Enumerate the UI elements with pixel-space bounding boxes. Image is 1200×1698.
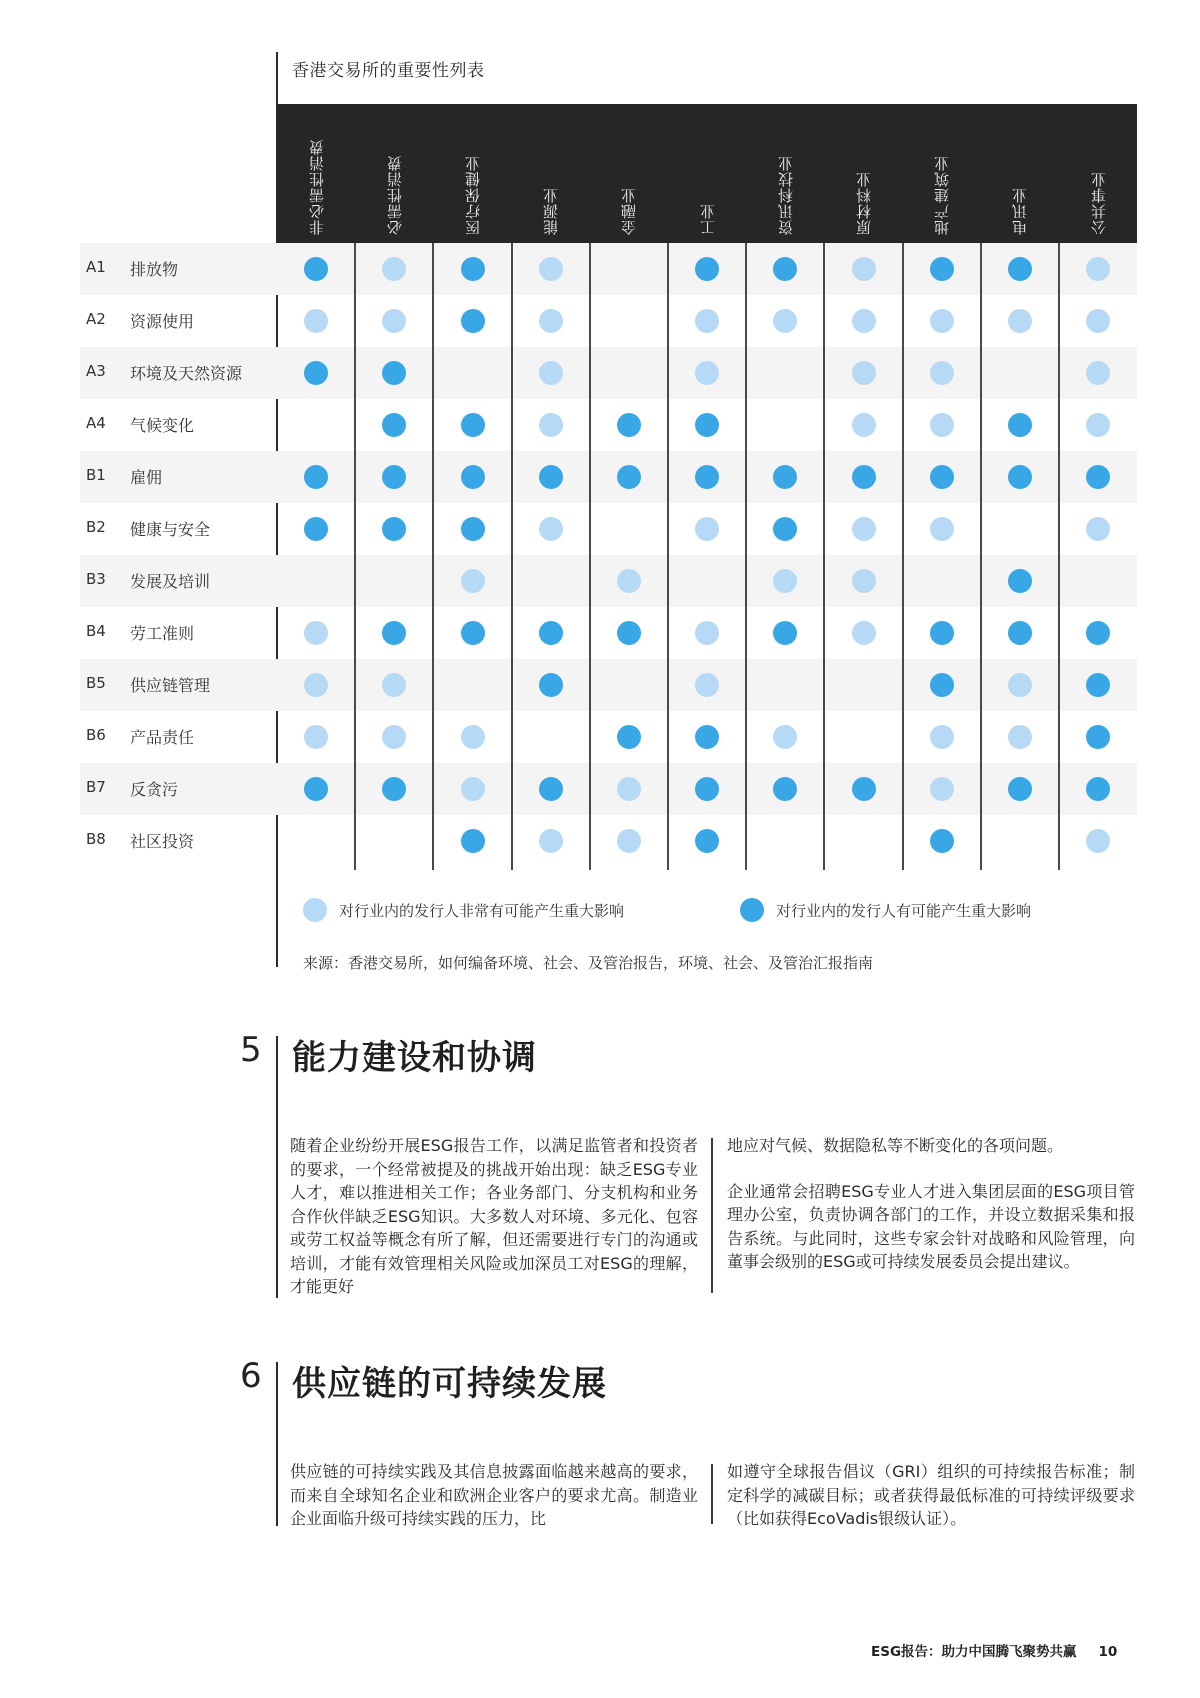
very-likely-dot-icon: [1086, 829, 1110, 853]
likely-dot-icon: [617, 413, 641, 437]
very-likely-dot-icon: [695, 621, 719, 645]
column-header-label: 资讯科技业: [776, 155, 795, 235]
very-likely-dot-icon: [617, 569, 641, 593]
table-row: [80, 607, 1137, 659]
likely-dot-icon: [930, 465, 954, 489]
section-5-right-column: [727, 1134, 1135, 1296]
likely-dot-icon: [1086, 465, 1110, 489]
row-code: B3: [86, 570, 106, 588]
row-label: 发展及培训: [130, 572, 211, 591]
row-code: B8: [86, 830, 106, 848]
column-divider: [711, 1138, 713, 1293]
row-code: B4: [86, 622, 106, 640]
likely-dot-icon: [304, 777, 328, 801]
likely-dot-icon: [930, 621, 954, 645]
very-likely-dot-icon: [304, 725, 328, 749]
paragraph: 企业通常会招聘ESG专业人才进入集团层面的ESG项目管理办公室，负责协调各部门的工作，并设立数据采集和报告系统。与此同时，这些专家会针对战略和风险管理，向董事会级别的ESG或可持续发展委员会提出建议。: [727, 1181, 1135, 1271]
very-likely-dot-icon: [1008, 725, 1032, 749]
row-label: 雇佣: [130, 468, 163, 487]
very-likely-dot-icon: [852, 621, 876, 645]
likely-dot-icon: [461, 413, 485, 437]
very-likely-dot-icon: [852, 361, 876, 385]
likely-dot-icon: [461, 829, 485, 853]
column-header-label: 工业: [698, 203, 717, 235]
very-likely-dot-icon: [461, 725, 485, 749]
very-likely-dot-icon: [852, 413, 876, 437]
very-likely-dot-icon: [539, 257, 563, 281]
page-footer: [871, 1640, 1117, 1660]
row-label: 社区投资: [130, 832, 195, 851]
column-header-label: 电讯业: [1011, 187, 1030, 235]
column-header: [746, 104, 824, 243]
column-header-label: 能源业: [542, 187, 561, 235]
legend-very-likely-label: 对行业内的发行人非常有可能产生重大影响: [339, 901, 625, 920]
likely-dot-icon: [852, 465, 876, 489]
likely-dot-icon: [1008, 465, 1032, 489]
row-code: B2: [86, 518, 106, 536]
row-label: 劳工准则: [130, 624, 195, 643]
section-6-right-column: [727, 1460, 1135, 1553]
section-number: 5: [240, 1030, 262, 1070]
table-source: 来源：香港交易所，如何编备环境、社会、及管治报告，环境、社会、及管治汇报指南: [303, 954, 874, 972]
likely-dot-icon: [695, 777, 719, 801]
likely-dot-icon: [461, 621, 485, 645]
paragraph: 供应链的可持续实践及其信息披露面临越来越高的要求，而来自全球知名企业和欧洲企业客户的要求尤高。制造业企业面临升级可持续实践的压力，比: [290, 1462, 698, 1528]
very-likely-dot-icon: [930, 725, 954, 749]
likely-dot-icon: [1086, 621, 1110, 645]
row-label: 环境及天然资源: [130, 364, 243, 383]
column-divider: [1058, 243, 1060, 870]
very-likely-dot-icon: [1008, 309, 1032, 333]
very-likely-dot-icon: [304, 309, 328, 333]
table-row: [80, 763, 1137, 815]
column-header: [903, 104, 981, 243]
column-header: [277, 104, 355, 243]
column-header-label: 原材料业: [854, 171, 873, 235]
column-header: [355, 104, 433, 243]
column-header: [590, 104, 668, 243]
likely-dot-icon: [695, 465, 719, 489]
section-number: 6: [240, 1356, 262, 1396]
section-rule: [276, 1036, 278, 1298]
table-title: 香港交易所的重要性列表: [292, 61, 485, 81]
paragraph: 地应对气候、数据隐私等不断变化的各项问题。: [727, 1136, 1064, 1155]
column-header: [512, 104, 590, 243]
likely-dot-icon: [539, 673, 563, 697]
column-header: [824, 104, 902, 243]
very-likely-dot-icon: [930, 361, 954, 385]
very-likely-dot-icon: [539, 309, 563, 333]
likely-dot-icon: [461, 465, 485, 489]
very-likely-dot-icon: [1086, 257, 1110, 281]
likely-dot-icon: [304, 257, 328, 281]
likely-dot-icon: [1086, 777, 1110, 801]
likely-dot-icon: [740, 898, 764, 922]
row-label: 排放物: [130, 260, 179, 279]
section-title: 供应链的可持续发展: [292, 1364, 607, 1404]
column-header: [981, 104, 1059, 243]
column-header-label: 地产建筑业: [933, 155, 952, 235]
table-row: [80, 243, 1137, 295]
likely-dot-icon: [695, 257, 719, 281]
very-likely-dot-icon: [303, 898, 327, 922]
very-likely-dot-icon: [617, 777, 641, 801]
column-header: [668, 104, 746, 243]
very-likely-dot-icon: [617, 829, 641, 853]
row-code: A4: [86, 414, 106, 432]
likely-dot-icon: [695, 413, 719, 437]
row-code: B6: [86, 726, 106, 744]
likely-dot-icon: [539, 777, 563, 801]
column-header: [1059, 104, 1137, 243]
very-likely-dot-icon: [539, 361, 563, 385]
likely-dot-icon: [695, 725, 719, 749]
likely-dot-icon: [695, 829, 719, 853]
section-5-left-column: [290, 1134, 698, 1321]
column-divider: [745, 243, 747, 870]
row-label: 资源使用: [130, 312, 195, 331]
column-header-label: 必需性消费: [385, 155, 404, 235]
very-likely-dot-icon: [695, 361, 719, 385]
very-likely-dot-icon: [852, 569, 876, 593]
row-label: 健康与安全: [130, 520, 211, 539]
column-header-label: 公共事业: [1089, 171, 1108, 235]
likely-dot-icon: [930, 257, 954, 281]
likely-dot-icon: [461, 517, 485, 541]
column-header: [433, 104, 511, 243]
column-divider: [711, 1464, 713, 1524]
very-likely-dot-icon: [539, 829, 563, 853]
table-row: [80, 399, 1137, 451]
column-divider: [511, 243, 513, 870]
table-row: [80, 711, 1137, 763]
very-likely-dot-icon: [304, 621, 328, 645]
column-header-label: 非必需性消费: [307, 139, 326, 235]
row-code: B1: [86, 466, 106, 484]
likely-dot-icon: [539, 465, 563, 489]
footer-title: ESG报告：助力中国腾飞聚势共赢: [871, 1644, 1077, 1660]
very-likely-dot-icon: [852, 257, 876, 281]
column-divider: [432, 243, 434, 870]
section-title: 能力建设和协调: [292, 1038, 537, 1078]
very-likely-dot-icon: [695, 673, 719, 697]
likely-dot-icon: [852, 777, 876, 801]
table-row: [80, 555, 1137, 607]
very-likely-dot-icon: [930, 309, 954, 333]
very-likely-dot-icon: [1086, 361, 1110, 385]
row-label: 反贪污: [130, 780, 179, 799]
likely-dot-icon: [304, 361, 328, 385]
very-likely-dot-icon: [695, 309, 719, 333]
likely-dot-icon: [617, 725, 641, 749]
likely-dot-icon: [1008, 413, 1032, 437]
column-divider: [980, 243, 982, 870]
very-likely-dot-icon: [304, 673, 328, 697]
row-code: A2: [86, 310, 106, 328]
paragraph: 随着企业纷纷开展ESG报告工作，以满足监管者和投资者的要求，一个经常被提及的挑战开始出现：缺乏ESG专业人才，难以推进相关工作；各业务部门、分支机构和业务合作伙伴缺乏ESG知识。大多数人对环境、多元化、包容或劳工权益等概念有所了解，但还需要进行专门的沟通或培训，才能有效管理相关风险或加深员工对ESG的理解，才能更好: [290, 1136, 698, 1296]
likely-dot-icon: [461, 257, 485, 281]
very-likely-dot-icon: [1008, 673, 1032, 697]
very-likely-dot-icon: [539, 413, 563, 437]
likely-dot-icon: [1008, 569, 1032, 593]
column-divider: [354, 243, 356, 870]
likely-dot-icon: [461, 309, 485, 333]
table-row: [80, 659, 1137, 711]
likely-dot-icon: [1086, 673, 1110, 697]
legend-likely: [740, 898, 1031, 922]
very-likely-dot-icon: [1086, 413, 1110, 437]
very-likely-dot-icon: [852, 309, 876, 333]
likely-dot-icon: [539, 621, 563, 645]
table-row: [80, 815, 1137, 867]
row-code: A1: [86, 258, 106, 276]
legend-likely-label: 对行业内的发行人有可能产生重大影响: [776, 901, 1032, 920]
column-header-label: 金融业: [620, 187, 639, 235]
table-row: [80, 295, 1137, 347]
column-divider: [589, 243, 591, 870]
very-likely-dot-icon: [930, 413, 954, 437]
very-likely-dot-icon: [695, 517, 719, 541]
likely-dot-icon: [930, 829, 954, 853]
row-label: 气候变化: [130, 416, 195, 435]
very-likely-dot-icon: [461, 569, 485, 593]
likely-dot-icon: [617, 621, 641, 645]
row-code: B7: [86, 778, 106, 796]
legend-very-likely: [303, 898, 624, 922]
row-code: A3: [86, 362, 106, 380]
very-likely-dot-icon: [1086, 309, 1110, 333]
very-likely-dot-icon: [539, 517, 563, 541]
very-likely-dot-icon: [930, 777, 954, 801]
likely-dot-icon: [304, 517, 328, 541]
column-divider: [823, 243, 825, 870]
likely-dot-icon: [930, 673, 954, 697]
very-likely-dot-icon: [930, 517, 954, 541]
section-rule: [276, 1362, 278, 1526]
likely-dot-icon: [304, 465, 328, 489]
column-divider: [667, 243, 669, 870]
very-likely-dot-icon: [461, 777, 485, 801]
very-likely-dot-icon: [852, 517, 876, 541]
paragraph: 如遵守全球报告倡议（GRI）组织的可持续报告标准；制定科学的减碳目标；或者获得最低标准的可持续评级要求（比如获得EcoVadis银级认证）。: [727, 1462, 1135, 1528]
likely-dot-icon: [617, 465, 641, 489]
row-label: 供应链管理: [130, 676, 211, 695]
row-code: B5: [86, 674, 106, 692]
column-divider: [902, 243, 904, 870]
likely-dot-icon: [1008, 621, 1032, 645]
very-likely-dot-icon: [1086, 517, 1110, 541]
likely-dot-icon: [1008, 257, 1032, 281]
table-row: [80, 451, 1137, 503]
likely-dot-icon: [1086, 725, 1110, 749]
row-label: 产品责任: [130, 728, 195, 747]
likely-dot-icon: [1008, 777, 1032, 801]
table-row: [80, 503, 1137, 555]
column-header-label: 医疗保健业: [463, 155, 482, 235]
section-6-left-column: [290, 1460, 698, 1553]
page-number: 10: [1098, 1644, 1118, 1660]
